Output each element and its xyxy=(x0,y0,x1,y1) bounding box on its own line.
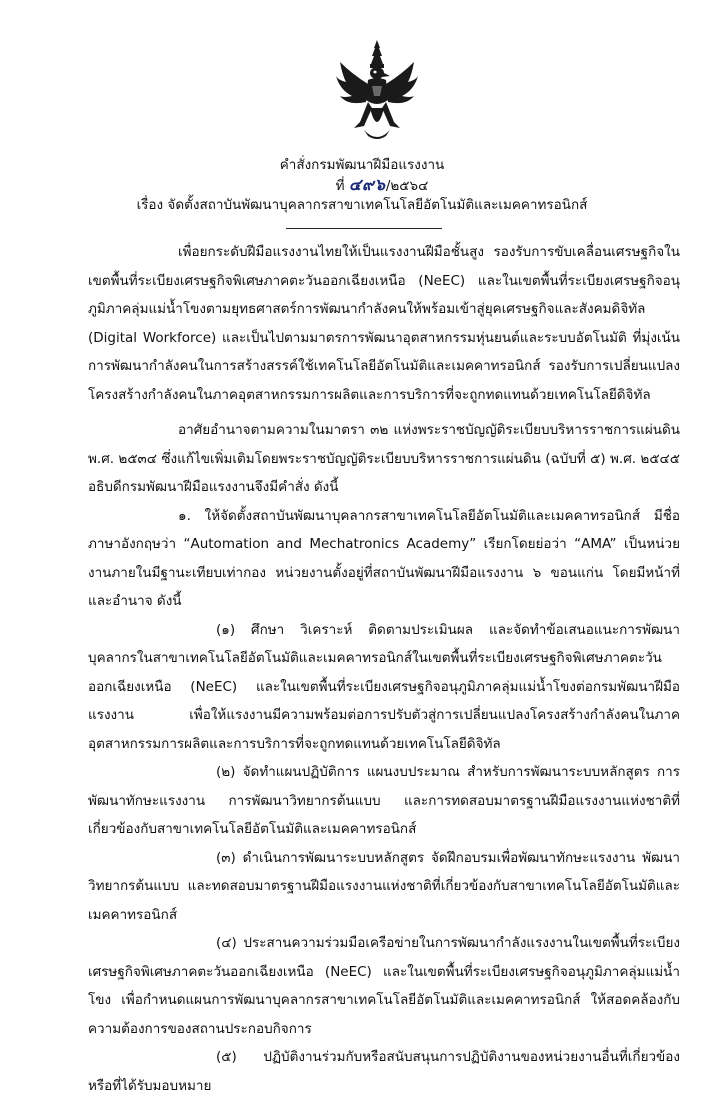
intro-paragraph: เพื่อยกระดับฝีมือแรงงานไทยให้เป็นแรงงานฝีมือชั้นสูง รองรับการขับเคลื่อนเศรษฐกิจในเขตพื้นที่ระเบียงเศรษฐกิจพิเศษภาคตะวันออกเฉียงเหนือ (NeEC) และในเขตพื้นที่ระเบียงเศรษฐกิจอนุภูมิภาคลุ่มแม่น้ำโขงตามยุทธศาสตร์การพัฒนากำลังคนให้พร้อมเข้าสู่ยุคเศรษฐกิจและสังคมดิจิทัล (Digital Workforce) และเป็นไปตามมาตรการพัฒนาอุตสาหกรรมหุ่นยนต์และระบบอัตโนมัติ ที่มุ่งเน้นการพัฒนากำลังคนในการสร้างสรรค์ใช้เทคโนโลยีอัตโนมัติและเมคคาทรอนิกส์ รองรับการเปลี่ยนแปลงโครงสร้างกำลังคนในภาคอุตสาหกรรมการผลิตและการบริการที่จะถูกทดแทนด้วยเทคโนโลยีดิจิทัล xyxy=(88,244,680,403)
order-number xyxy=(20,176,724,195)
duty-5-paragraph: (๕) ปฏิบัติงานร่วมกับหรือสนับสนุนการปฏิบัติงานของหน่วยงานอื่นที่เกี่ยวข้องหรือที่ได้รับมอบหมาย xyxy=(88,1049,680,1094)
order-subject: เรื่อง จัดตั้งสถาบันพัฒนาบุคลากรสาขาเทคโนโลยีอัตโนมัติและเมคคาทรอนิกส์ xyxy=(136,197,588,213)
order-number-suffix: /๒๕๖๔ xyxy=(385,178,429,194)
divider-line xyxy=(286,228,442,229)
duty-3-paragraph: (๓) ดำเนินการพัฒนาระบบหลักสูตร จัดฝึกอบรมเพื่อพัฒนาทักษะแรงงาน พัฒนาวิทยากรต้นแบบ และทดสอบมาตรฐานฝีมือแรงงานแห่งชาติที่เกี่ยวข้องกับสาขาเทคโนโลยีอัตโนมัติและเมคคาทรอนิกส์ xyxy=(88,849,680,923)
authority-paragraph: อาศัยอำนาจตามความในมาตรา ๓๒ แห่งพระราชบัญญัติระเบียบบริหารราชการแผ่นดิน พ.ศ. ๒๕๓๔ ซึ่งแก้ไขเพิ่มเติมโดยพระราชบัญญัติระเบียบบริหารราชการแผ่นดิน (ฉบับที่ ๕) พ.ศ. ๒๕๔๕ อธิบดีกรมพัฒนาฝีมือแรงงานจึงมีคำสั่ง ดังนี้ xyxy=(88,422,680,495)
order-number-prefix: ที่ xyxy=(335,178,345,194)
duty-4-paragraph: (๔) ประสานความร่วมมือเครือข่ายในการพัฒนากำลังแรงงานในเขตพื้นที่ระเบียงเศรษฐกิจพิเศษภาคตะวันออกเฉียงเหนือ (NeEC) และในเขตพื้นที่ระเบียงเศรษฐกิจอนุภูมิภาคลุ่มแม่น้ำโขง เพื่อกำหนดแผนการพัฒนาบุคลากรสาขาเทคโนโลยีอัตโนมัติและเมคคาทรอนิกส์ ให้สอดคล้องกับความต้องการของสถานประกอบกิจการ xyxy=(88,935,680,1037)
duty-1-paragraph: (๑) ศึกษา วิเคราะห์ ติดตามประเมินผล และจัดทำข้อเสนอแนะการพัฒนาบุคลากรในสาขาเทคโนโลยีอัตโนมัติและเมคคาทรอนิกส์ในเขตพื้นที่ระเบียงเศรษฐกิจพิเศษภาคตะวันออกเฉียงเหนือ (NeEC) และในเขตพื้นที่ระเบียงเศรษฐกิจอนุภูมิภาคลุ่มแม่น้ำโขงต่อกรมพัฒนาฝีมือแรงงาน เพื่อให้แรงงานมีความพร้อมต่อการปรับตัวสู่การเปลี่ยนแปลงโครงสร้างกำลังคนในภาคอุตสาหกรรมการผลิตและการบริการที่จะถูกทดแทนด้วยเทคโนโลยีดิจิทัล xyxy=(88,621,680,752)
garuda-emblem-icon xyxy=(334,38,420,146)
order-body xyxy=(88,238,680,1100)
order-number-handwritten: ๔๙๖ xyxy=(348,175,386,194)
duty-2-paragraph: (๒) จัดทำแผนปฏิบัติการ แผนงบประมาณ สำหรับการพัฒนาระบบหลักสูตร การพัฒนาทักษะแรงงาน การพัฒนาวิทยากรต้นแบบ และการทดสอบมาตรฐานฝีมือแรงงานแห่งชาติที่เกี่ยวข้องกับสาขาเทคโนโลยีอัตโนมัติและเมคคาทรอนิกส์ xyxy=(88,764,680,837)
clause-1-paragraph: ๑. ให้จัดตั้งสถาบันพัฒนาบุคลากรสาขาเทคโนโลยีอัตโนมัติและเมคคาทรอนิกส์ มีชื่อภาษาอังกฤษว่า “Automation and Mechatronics Academy” เรียกโดยย่อว่า “AMA” เป็นหน่วยงานภายในมีฐานะเทียบเท่ากอง หน่วยงานตั้งอยู่ที่สถาบันพัฒนาฝีมือแรงงาน ๖ ขอนแก่น โดยมีหน้าที่และอำนาจ ดังนี้ xyxy=(88,507,680,609)
order-title: คำสั่งกรมพัฒนาฝีมือแรงงาน xyxy=(279,157,445,173)
